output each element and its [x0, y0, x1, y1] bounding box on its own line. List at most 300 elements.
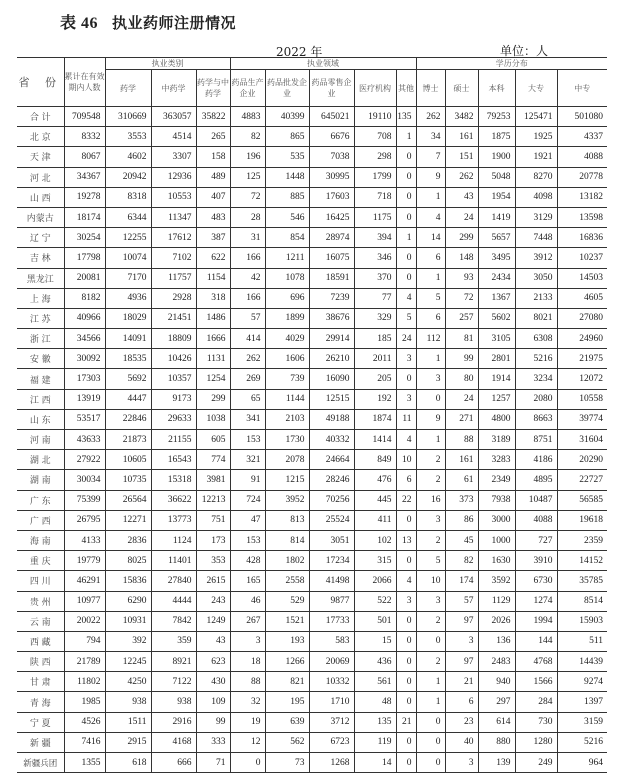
value-cell: 3912	[515, 248, 557, 268]
value-cell: 1874	[354, 409, 396, 429]
value-cell: 5	[396, 308, 416, 328]
value-cell: 3283	[478, 450, 515, 470]
value-cell: 2080	[515, 389, 557, 409]
value-cell: 88	[445, 430, 478, 450]
value-cell: 1254	[196, 369, 230, 389]
value-cell: 522	[354, 591, 396, 611]
value-cell: 8021	[515, 308, 557, 328]
table-row	[17, 652, 607, 672]
value-cell: 5	[416, 288, 445, 308]
value-cell: 1521	[265, 611, 309, 631]
column-header: 大专	[515, 70, 557, 107]
value-cell: 4	[396, 288, 416, 308]
value-cell: 19779	[64, 551, 105, 571]
value-cell: 30092	[64, 349, 105, 369]
value-cell: 10558	[557, 389, 607, 409]
value-cell: 333	[196, 732, 230, 752]
province-cell: 甘 肃	[17, 672, 64, 692]
column-header: 药学	[105, 70, 151, 107]
province-cell: 陕 西	[17, 652, 64, 672]
table-row	[17, 611, 607, 631]
value-cell: 1257	[478, 389, 515, 409]
value-cell: 4088	[515, 510, 557, 530]
value-cell: 11347	[151, 207, 196, 227]
value-cell: 4186	[515, 450, 557, 470]
table-row	[17, 530, 607, 550]
value-cell: 4605	[557, 288, 607, 308]
value-cell: 265	[196, 127, 230, 147]
value-cell: 10931	[105, 611, 151, 631]
table-row	[17, 712, 607, 732]
province-cell: 河 南	[17, 430, 64, 450]
value-cell: 5692	[105, 369, 151, 389]
province-cell: 新 疆	[17, 732, 64, 752]
table-row	[17, 470, 607, 490]
province-cell: 宁 夏	[17, 712, 64, 732]
value-cell: 16075	[309, 248, 354, 268]
value-cell: 17603	[309, 187, 354, 207]
value-cell: 28	[230, 207, 265, 227]
value-cell: 8751	[515, 430, 557, 450]
header-group-category: 执业类别	[105, 58, 230, 70]
value-cell: 19	[230, 712, 265, 732]
value-cell: 428	[230, 551, 265, 571]
value-cell: 0	[416, 753, 445, 773]
value-cell: 17303	[64, 369, 105, 389]
value-cell: 2916	[151, 712, 196, 732]
value-cell: 3	[396, 389, 416, 409]
value-cell: 2915	[105, 732, 151, 752]
value-cell: 11757	[151, 268, 196, 288]
value-cell: 43	[445, 187, 478, 207]
header-group-education: 学历分布	[416, 58, 607, 70]
value-cell: 135	[396, 107, 416, 127]
unit-label: 单位：人	[500, 44, 549, 58]
value-cell: 3981	[196, 470, 230, 490]
value-cell: 7842	[151, 611, 196, 631]
value-cell: 26795	[64, 510, 105, 530]
value-cell: 185	[354, 329, 396, 349]
value-cell: 193	[265, 631, 309, 651]
value-cell: 938	[151, 692, 196, 712]
value-cell: 4098	[515, 187, 557, 207]
table-row	[17, 127, 607, 147]
value-cell: 1078	[265, 268, 309, 288]
value-cell: 6	[416, 308, 445, 328]
value-cell: 0	[396, 631, 416, 651]
value-cell: 24	[445, 207, 478, 227]
value-cell: 341	[230, 409, 265, 429]
value-cell: 12245	[105, 652, 151, 672]
value-cell: 28246	[309, 470, 354, 490]
table-row	[17, 450, 607, 470]
value-cell: 6	[396, 470, 416, 490]
value-cell: 70256	[309, 490, 354, 510]
value-cell: 34367	[64, 167, 105, 187]
value-cell: 262	[416, 107, 445, 127]
value-cell: 1414	[354, 430, 396, 450]
value-cell: 38676	[309, 308, 354, 328]
value-cell: 0	[230, 753, 265, 773]
value-cell: 6308	[515, 329, 557, 349]
value-cell: 2078	[265, 450, 309, 470]
value-cell: 321	[230, 450, 265, 470]
value-cell: 2103	[265, 409, 309, 429]
value-cell: 718	[354, 187, 396, 207]
value-cell: 262	[230, 349, 265, 369]
table-row	[17, 692, 607, 712]
value-cell: 1899	[265, 308, 309, 328]
value-cell: 97	[445, 652, 478, 672]
value-cell: 1211	[265, 248, 309, 268]
province-cell: 海 南	[17, 530, 64, 550]
province-cell: 云 南	[17, 611, 64, 631]
value-cell: 166	[230, 288, 265, 308]
value-cell: 7102	[151, 248, 196, 268]
value-cell: 1	[396, 228, 416, 248]
value-cell: 23	[445, 712, 478, 732]
value-cell: 622	[196, 248, 230, 268]
value-cell: 153	[230, 430, 265, 450]
value-cell: 1	[416, 430, 445, 450]
value-cell: 3910	[515, 551, 557, 571]
value-cell: 36622	[151, 490, 196, 510]
value-cell: 10605	[105, 450, 151, 470]
value-cell: 2801	[478, 349, 515, 369]
value-cell: 1131	[196, 349, 230, 369]
value-cell: 16425	[309, 207, 354, 227]
table-row	[17, 591, 607, 611]
value-cell: 3	[416, 510, 445, 530]
value-cell: 1215	[265, 470, 309, 490]
value-cell: 1994	[515, 611, 557, 631]
value-cell: 0	[396, 672, 416, 692]
value-cell: 2	[416, 470, 445, 490]
province-cell: 贵 州	[17, 591, 64, 611]
province-cell: 四 川	[17, 571, 64, 591]
value-cell: 12271	[105, 510, 151, 530]
value-cell: 2928	[151, 288, 196, 308]
value-cell: 17612	[151, 228, 196, 248]
value-cell: 4514	[151, 127, 196, 147]
header-cumulative: 累计在有效期内人数	[64, 58, 105, 107]
value-cell: 3050	[515, 268, 557, 288]
value-cell: 4337	[557, 127, 607, 147]
value-cell: 43633	[64, 430, 105, 450]
value-cell: 16	[416, 490, 445, 510]
value-cell: 392	[105, 631, 151, 651]
province-cell: 广 西	[17, 510, 64, 530]
value-cell: 20942	[105, 167, 151, 187]
table-row	[17, 329, 607, 349]
value-cell: 1914	[478, 369, 515, 389]
value-cell: 18535	[105, 349, 151, 369]
value-cell: 885	[265, 187, 309, 207]
value-cell: 1249	[196, 611, 230, 631]
value-cell: 2	[416, 450, 445, 470]
value-cell: 8025	[105, 551, 151, 571]
value-cell: 12213	[196, 490, 230, 510]
value-cell: 249	[515, 753, 557, 773]
column-header: 博士	[416, 70, 445, 107]
value-cell: 10	[396, 450, 416, 470]
value-cell: 3000	[478, 510, 515, 530]
value-cell: 10426	[151, 349, 196, 369]
value-cell: 17733	[309, 611, 354, 631]
province-cell: 合 计	[17, 107, 64, 127]
value-cell: 196	[230, 147, 265, 167]
value-cell: 71	[196, 753, 230, 773]
value-cell: 99	[445, 349, 478, 369]
value-cell: 298	[354, 147, 396, 167]
province-cell: 重 庆	[17, 551, 64, 571]
value-cell: 0	[396, 510, 416, 530]
value-cell: 414	[230, 329, 265, 349]
value-cell: 21	[445, 672, 478, 692]
table-row	[17, 753, 607, 773]
value-cell: 24	[445, 389, 478, 409]
table-row	[17, 167, 607, 187]
value-cell: 267	[230, 611, 265, 631]
table-row	[17, 187, 607, 207]
value-cell: 24664	[309, 450, 354, 470]
value-cell: 6676	[309, 127, 354, 147]
province-cell: 内蒙古	[17, 207, 64, 227]
value-cell: 814	[265, 530, 309, 550]
value-cell: 271	[445, 409, 478, 429]
value-cell: 13919	[64, 389, 105, 409]
value-cell: 639	[265, 712, 309, 732]
value-cell: 27840	[151, 571, 196, 591]
value-cell: 46	[230, 591, 265, 611]
value-cell: 3495	[478, 248, 515, 268]
value-cell: 30034	[64, 470, 105, 490]
value-cell: 57	[445, 591, 478, 611]
value-cell: 4	[396, 571, 416, 591]
value-cell: 4088	[557, 147, 607, 167]
value-cell: 4895	[515, 470, 557, 490]
value-cell: 1419	[478, 207, 515, 227]
value-cell: 3	[396, 591, 416, 611]
value-cell: 10487	[515, 490, 557, 510]
value-cell: 730	[515, 712, 557, 732]
value-cell: 10735	[105, 470, 151, 490]
value-cell: 139	[478, 753, 515, 773]
value-cell: 964	[557, 753, 607, 773]
value-cell: 501080	[557, 107, 607, 127]
table-title	[60, 10, 236, 33]
table-row	[17, 409, 607, 429]
value-cell: 12936	[151, 167, 196, 187]
value-cell: 82	[230, 127, 265, 147]
value-cell: 5	[416, 551, 445, 571]
column-header: 药品批发企业	[265, 70, 309, 107]
value-cell: 195	[265, 692, 309, 712]
value-cell: 849	[354, 450, 396, 470]
value-cell: 21789	[64, 652, 105, 672]
value-cell: 0	[396, 268, 416, 288]
value-cell: 39774	[557, 409, 607, 429]
value-cell: 41498	[309, 571, 354, 591]
value-cell: 3	[445, 753, 478, 773]
value-cell: 3	[416, 369, 445, 389]
value-cell: 727	[515, 530, 557, 550]
value-cell: 11802	[64, 672, 105, 692]
total-row	[17, 107, 607, 127]
value-cell: 583	[309, 631, 354, 651]
value-cell: 618	[105, 753, 151, 773]
value-cell: 373	[445, 490, 478, 510]
value-cell: 125	[230, 167, 265, 187]
value-cell: 13773	[151, 510, 196, 530]
value-cell: 8318	[105, 187, 151, 207]
value-cell: 40332	[309, 430, 354, 450]
value-cell: 25524	[309, 510, 354, 530]
value-cell: 2066	[354, 571, 396, 591]
value-cell: 27922	[64, 450, 105, 470]
value-cell: 1730	[265, 430, 309, 450]
value-cell: 86	[445, 510, 478, 530]
table-row	[17, 207, 607, 227]
value-cell: 1710	[309, 692, 354, 712]
table-row	[17, 430, 607, 450]
value-cell: 411	[354, 510, 396, 530]
value-cell: 0	[416, 712, 445, 732]
value-cell: 0	[416, 389, 445, 409]
value-cell: 3482	[445, 107, 478, 127]
province-cell: 江 西	[17, 389, 64, 409]
column-header: 中药学	[151, 70, 196, 107]
value-cell: 739	[265, 369, 309, 389]
value-cell: 112	[416, 329, 445, 349]
value-cell: 91	[230, 470, 265, 490]
column-header: 药品零售企业	[309, 70, 354, 107]
value-cell: 18174	[64, 207, 105, 227]
value-cell: 31	[230, 228, 265, 248]
value-cell: 4800	[478, 409, 515, 429]
value-cell: 1511	[105, 712, 151, 732]
table-row	[17, 732, 607, 752]
value-cell: 16543	[151, 450, 196, 470]
value-cell: 0	[396, 167, 416, 187]
column-header: 药学与中药学	[196, 70, 230, 107]
value-cell: 102	[354, 530, 396, 550]
value-cell: 257	[445, 308, 478, 328]
value-cell: 46291	[64, 571, 105, 591]
value-cell: 72	[230, 187, 265, 207]
table-row	[17, 268, 607, 288]
value-cell: 310669	[105, 107, 151, 127]
value-cell: 1486	[196, 308, 230, 328]
value-cell: 20069	[309, 652, 354, 672]
value-cell: 192	[354, 389, 396, 409]
value-cell: 13182	[557, 187, 607, 207]
value-cell: 20081	[64, 268, 105, 288]
value-cell: 501	[354, 611, 396, 631]
value-cell: 15318	[151, 470, 196, 490]
table-row	[17, 308, 607, 328]
value-cell: 40966	[64, 308, 105, 328]
value-cell: 1630	[478, 551, 515, 571]
value-cell: 562	[265, 732, 309, 752]
value-cell: 16090	[309, 369, 354, 389]
value-cell: 12255	[105, 228, 151, 248]
value-cell: 9877	[309, 591, 354, 611]
value-cell: 21	[396, 712, 416, 732]
value-cell: 15903	[557, 611, 607, 631]
value-cell: 4768	[515, 652, 557, 672]
value-cell: 26210	[309, 349, 354, 369]
value-cell: 483	[196, 207, 230, 227]
value-cell: 72	[445, 288, 478, 308]
value-cell: 1	[416, 349, 445, 369]
value-cell: 1985	[64, 692, 105, 712]
value-cell: 4029	[265, 329, 309, 349]
value-cell: 19618	[557, 510, 607, 530]
value-cell: 19278	[64, 187, 105, 207]
value-cell: 10332	[309, 672, 354, 692]
table-number: 表 46	[60, 15, 99, 32]
value-cell: 21155	[151, 430, 196, 450]
value-cell: 1038	[196, 409, 230, 429]
value-cell: 88	[230, 672, 265, 692]
value-cell: 165	[230, 571, 265, 591]
value-cell: 318	[196, 288, 230, 308]
value-cell: 12	[230, 732, 265, 752]
value-cell: 243	[196, 591, 230, 611]
province-cell: 山 东	[17, 409, 64, 429]
value-cell: 394	[354, 228, 396, 248]
value-cell: 4526	[64, 712, 105, 732]
value-cell: 166	[230, 248, 265, 268]
value-cell: 2349	[478, 470, 515, 490]
value-cell: 1921	[515, 147, 557, 167]
value-cell: 9	[416, 167, 445, 187]
value-cell: 56585	[557, 490, 607, 510]
value-cell: 1900	[478, 147, 515, 167]
value-cell: 445	[354, 490, 396, 510]
value-cell: 4444	[151, 591, 196, 611]
table-row	[17, 490, 607, 510]
value-cell: 315	[354, 551, 396, 571]
value-cell: 80	[445, 369, 478, 389]
value-cell: 1154	[196, 268, 230, 288]
value-cell: 1802	[265, 551, 309, 571]
value-cell: 489	[196, 167, 230, 187]
table-row	[17, 228, 607, 248]
value-cell: 0	[396, 207, 416, 227]
value-cell: 3952	[265, 490, 309, 510]
value-cell: 535	[265, 147, 309, 167]
value-cell: 2	[416, 530, 445, 550]
value-cell: 3	[230, 631, 265, 651]
value-cell: 0	[416, 631, 445, 651]
value-cell: 35822	[196, 107, 230, 127]
value-cell: 3307	[151, 147, 196, 167]
value-cell: 1274	[515, 591, 557, 611]
pharmacist-registration-table	[17, 57, 607, 773]
value-cell: 6723	[309, 732, 354, 752]
value-cell: 10237	[557, 248, 607, 268]
value-cell: 529	[265, 591, 309, 611]
value-cell: 7038	[309, 147, 354, 167]
value-cell: 2	[416, 611, 445, 631]
value-cell: 3592	[478, 571, 515, 591]
value-cell: 4250	[105, 672, 151, 692]
province-cell: 湖 北	[17, 450, 64, 470]
value-cell: 329	[354, 308, 396, 328]
table-row	[17, 389, 607, 409]
